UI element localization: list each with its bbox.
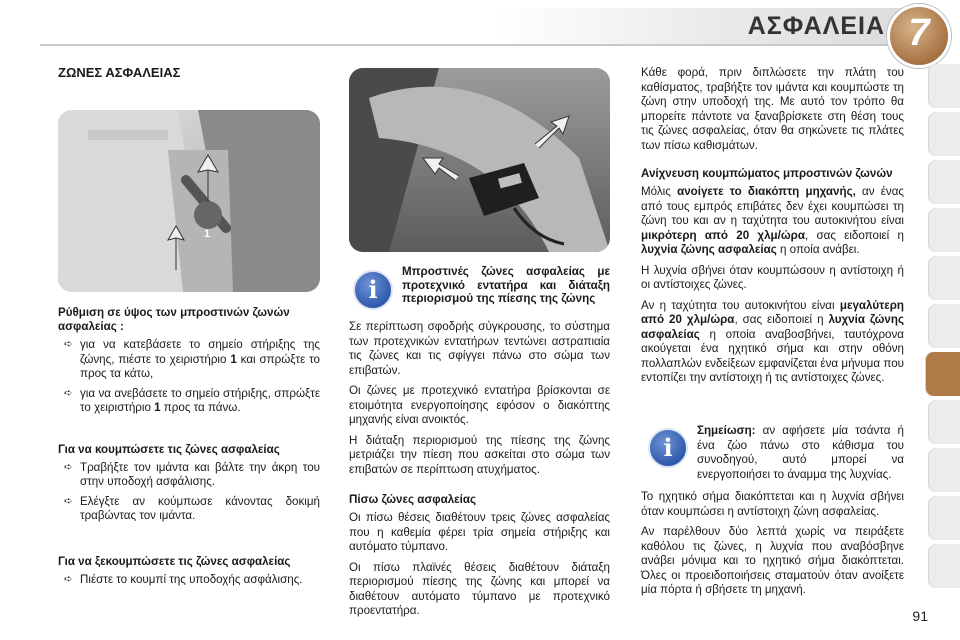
seatbelt-height-photo [58, 110, 320, 292]
chapter-tabs [928, 64, 960, 624]
left-column [58, 66, 320, 81]
chapter-tab[interactable] [928, 544, 960, 588]
note-box [697, 424, 904, 488]
chapter-tab[interactable] [928, 304, 960, 348]
bullet-arrow-icon: ➪ [64, 461, 73, 473]
left-text [58, 306, 320, 592]
chapter-tab-active[interactable] [925, 352, 960, 396]
chapter-tab[interactable] [928, 400, 960, 444]
right-text [641, 66, 904, 392]
page-number: 91 [912, 608, 928, 624]
pretensioner-info-box [402, 265, 610, 310]
pretensioner-title: Μπροστινές ζώνες ασφαλείας με προτεχνικό εντατήρα και διάταξη περιορισμού της πίεσης της ζώνης [402, 265, 610, 305]
list-item [58, 461, 320, 490]
seatbelt-height-illustration [58, 110, 320, 292]
bullet-arrow-icon: ➪ [64, 387, 73, 399]
paragraph: Κάθε φορά, πριν διπλώσετε την πλάτη του καθίσματος, τραβήξτε τον ιμάντα και κουμπώστε τη ζώνη στην υποδοχή της. Με αυτό τον τρόπο θα μπορείτε πάντοτε να ξαναβρίσκετε στη θέση τους τις ζώνες ασφαλείας, όταν θα σηκώνετε τις πλάτες των πίσω καθισμάτων. [641, 66, 904, 152]
chapter-tab[interactable] [928, 64, 960, 108]
info-icon: i [648, 428, 688, 468]
paragraph: Το ηχητικό σήμα διακόπτεται και η λυχνία σβήνει όταν κουμπώσει η αντίστοιχη ζώνη ασφαλείας. [641, 490, 904, 518]
fasten-title: Για να κουμπώσετε τις ζώνες ασφαλείας [58, 442, 280, 456]
unfasten-title: Για να ξεκουμπώσετε τις ζώνες ασφαλείας [58, 554, 291, 568]
info-icon: i [353, 270, 393, 310]
list-item [58, 338, 320, 382]
note-paragraph: Σημείωση: αν αφήσετε μία τσάντα ή ένα ζώο πάνω στο κάθισμα του συνοδηγού, αυτό μπορεί να ενεργοποιήσει το άναμμα της λυχνίας. [697, 424, 904, 481]
chapter-tab[interactable] [928, 208, 960, 252]
chapter-tab[interactable] [928, 160, 960, 204]
seatbelt-buckle-photo [349, 68, 610, 252]
right-text-bottom [641, 490, 904, 604]
adjust-height-title: Ρύθμιση σε ύψος των μπροστινών ζωνών ασφαλείας : [58, 306, 290, 333]
paragraph: Η λυχνία σβήνει όταν κουμπώσουν η αντίστοιχη ή οι αντίστοιχες ζώνες. [641, 263, 904, 291]
chapter-tab[interactable] [928, 112, 960, 156]
paragraph: Σε περίπτωση σφοδρής σύγκρουσης, το σύστημα των προτεχνικών εντατήρων τεντώνει αστραπιαία τις ζώνες και τις σφίγγει πάνω στο σώμα των επιβατών. [349, 320, 610, 377]
paragraph: Οι πίσω θέσεις διαθέτουν τρεις ζώνες ασφαλείας που η καθεμία φέρει τρία σημεία στήριξης και αυτόματο τύμπανο. [349, 511, 610, 553]
list-item [58, 387, 320, 416]
paragraph: Αν η ταχύτητα του αυτοκινήτου είναι μεγαλύτερη από 20 χλμ/ώρα, σας ειδοποιεί η λυχνία ζώνης ασφαλείας η οποία αναβοσβήνει, ταυτόχρονα ακούγεται ένα ηχητικό σήμα και στην οθόνη πολλαπλών ενδείξεων εμφανίζεται ένα μήνυμα που εντοπίζει την αντίστοιχη ή τις αντίστοιχες ζώνες. [641, 298, 904, 384]
chapter-tab[interactable] [928, 256, 960, 300]
paragraph: Αν παρέλθουν δύο λεπτά χωρίς να πειράξετε καθόλου τις ζώνες, η λυχνία που αναβόσβηνε ανάβει μόνιμα και το ηχητικό σήμα διακόπτεται. Όλες οι προειδοποιήσεις σταματούν όταν ανοίξετε μία πόρτα ή σβήσετε τη μηχανή. [641, 525, 904, 596]
chapter-tab[interactable] [928, 496, 960, 540]
photo-callout: 1 [204, 228, 211, 240]
list-text: Ελέγξτε αν κούμπωσε κάνοντας δοκιμή τραβώντας τον ιμάντα. [80, 494, 320, 522]
chapter-tab[interactable] [928, 448, 960, 492]
chapter-title: ΑΣΦΑΛΕΙΑ [747, 12, 885, 40]
bullet-arrow-icon: ➪ [64, 339, 73, 350]
seatbelt-buckle-illustration [349, 68, 610, 252]
detection-title: Ανίχνευση κουμπώματος μπροστινών ζωνών [641, 167, 893, 180]
paragraph: Η διάταξη περιορισμού της πίεσης της ζώνης μετριάζει την πίεση που ασκείται στο σώμα των επιβατών σε περίπτωση ατυχήματος. [349, 433, 610, 476]
bullet-arrow-icon: ➪ [64, 573, 73, 585]
list-text: για να κατεβάσετε το σημείο στήριξης της ζώνης, πιέστε το χειριστήριο [80, 338, 320, 366]
list-text: προς τα πάνω. [160, 401, 241, 414]
bullet-arrow-icon: ➪ [64, 495, 73, 507]
paragraph: Μόλις ανοίγετε το διακόπτη μηχανής, αν ένας από τους εμπρός επιβάτες δεν έχει κουμπώσει τη ζώνη του και αν η ταχύτητα του αυτοκινήτου είναι μικρότερη από 20 χλμ/ώρα, σας ειδοποιεί η λυχνία ζώνης ασφαλείας η οποία ανάβει. [641, 185, 904, 256]
list-item [58, 573, 320, 588]
chapter-number-badge [887, 4, 951, 68]
paragraph: Οι ζώνες με προτεχνικό εντατήρα βρίσκονται σε ετοιμότητα ενεργοποίησης εφόσον ο διακόπτης μηχανής είναι ανοικτός. [349, 384, 610, 426]
list-text: και σπρώξτε το προς τα κάτω, [80, 352, 320, 380]
callout-ref: 1 [154, 401, 161, 414]
chapter-number: 7 [908, 12, 930, 54]
section-heading: ΖΩΝΕΣ ΑΣΦΑΛΕΙΑΣ [58, 65, 181, 80]
header-rule [40, 44, 920, 46]
callout-ref: 1 [230, 352, 237, 366]
rear-belts-title: Πίσω ζώνες ασφαλείας [349, 493, 477, 506]
page-header [0, 0, 960, 58]
list-text: Τραβήξτε τον ιμάντα και βάλτε την άκρη του στην υποδοχή ασφάλισης. [80, 460, 320, 488]
middle-text [349, 320, 610, 625]
paragraph: Οι πίσω πλαϊνές θέσεις διαθέτουν διάταξη περιορισμού πίεσης της ζώνης και μπορεί να διαθέτουν αυτόματο τύμπανο με προτεχνικό προεντατήρα. [349, 560, 610, 617]
list-item [58, 495, 320, 524]
list-text: για να ανεβάσετε το σημείο στήριξης, σπρώξτε το χειριστήριο [80, 386, 320, 414]
list-text: Πιέστε το κουμπί της υποδοχής ασφάλισης. [80, 572, 303, 586]
